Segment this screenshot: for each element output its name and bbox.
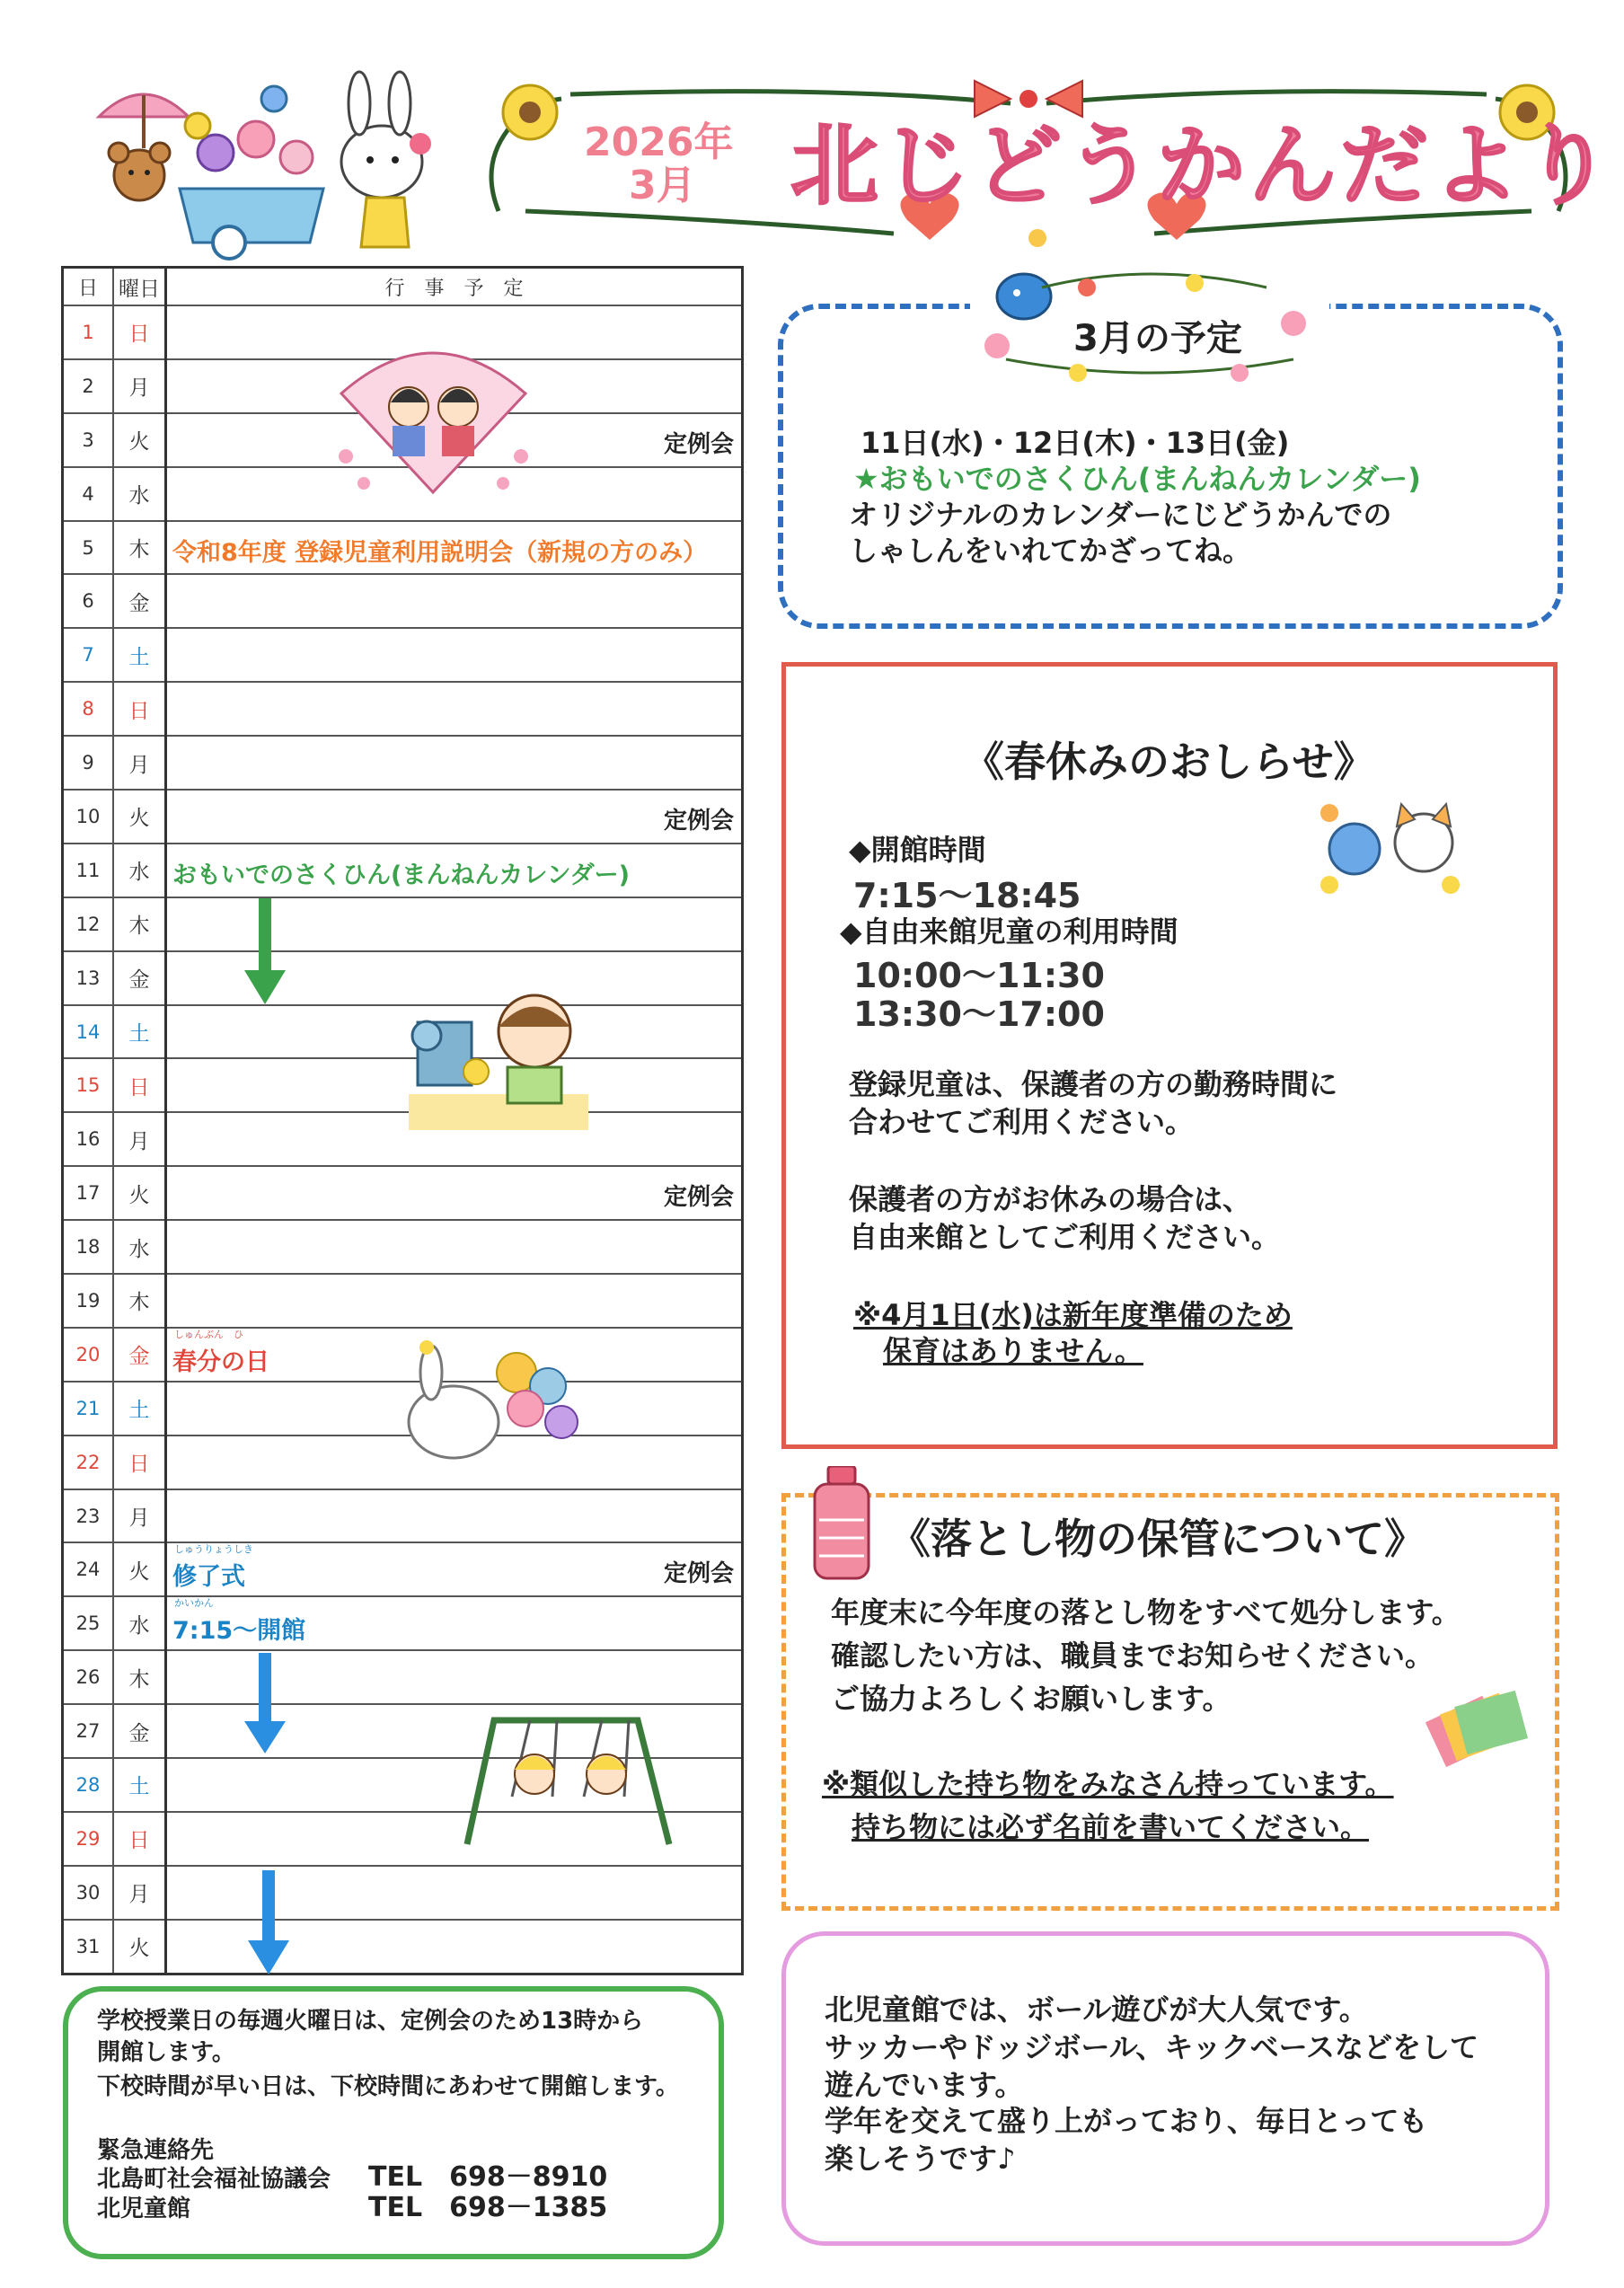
child-camera-illustration xyxy=(409,986,588,1130)
event-label: 7:15～開館 xyxy=(172,1617,306,1646)
plan-line-2: しゃしんをいれてかざってね。 xyxy=(849,534,1252,568)
bear-cat-illustration xyxy=(1311,799,1469,898)
year-label: 2026年 xyxy=(584,119,734,165)
calendar-event-cell xyxy=(166,790,743,844)
note-line-3: 遊んでいます。 xyxy=(825,2068,1024,2102)
spring-title: 《春休みのおしらせ》 xyxy=(963,738,1375,786)
closed-notice-2: 保育はありません。 xyxy=(883,1334,1143,1368)
calendar-weekday: 火 xyxy=(113,1920,166,1974)
calendar-day: 8 xyxy=(63,682,114,736)
calendar-day: 23 xyxy=(63,1489,114,1543)
free-visit-heading: ◆自由来館児童の利用時間 xyxy=(840,914,1178,949)
newsletter-year xyxy=(584,121,733,208)
calendar-day: 3 xyxy=(63,413,114,467)
calendar-row xyxy=(63,1920,743,1974)
event-ruby: かいかん xyxy=(174,1597,214,1610)
calendar-weekday: 月 xyxy=(113,1866,166,1920)
calendar-row xyxy=(63,1866,743,1920)
calendar-day: 24 xyxy=(63,1542,114,1596)
hina-doll-fan-illustration xyxy=(328,340,539,501)
header-events: 行 事 予 定 xyxy=(166,268,743,306)
bunny-flowers-illustration xyxy=(400,1337,588,1480)
calendar-row xyxy=(63,1005,743,1059)
calendar-weekday: 火 xyxy=(113,413,166,467)
calendar-weekday: 火 xyxy=(113,790,166,844)
info-line-1: 学校授業日の毎週火曜日は、定例会のため13時から xyxy=(97,2008,644,2035)
calendar-header-row xyxy=(63,268,743,306)
calendar-row xyxy=(63,521,743,575)
guardian-note-2: 自由来館としてご利用ください。 xyxy=(849,1220,1281,1254)
calendar-day: 28 xyxy=(63,1758,114,1812)
event-label: おもいでのさくひん(まんねんカレンダー) xyxy=(172,861,630,889)
calendar-day: 30 xyxy=(63,1866,114,1920)
calendar-day: 17 xyxy=(63,1166,114,1220)
calendar-event-cell xyxy=(166,1166,743,1220)
calendar-weekday: 水 xyxy=(113,1596,166,1650)
calendar-day: 22 xyxy=(63,1436,114,1489)
calendar-weekday: 月 xyxy=(113,1112,166,1166)
calendar-row xyxy=(63,682,743,736)
blue-arrow-icon-2 xyxy=(248,1870,289,1980)
calendar-day: 31 xyxy=(63,1920,114,1974)
calendar-day: 25 xyxy=(63,1596,114,1650)
calendar-weekday: 水 xyxy=(113,467,166,521)
notebooks-icon xyxy=(1415,1680,1536,1773)
calendar-weekday: 木 xyxy=(113,1650,166,1704)
calendar-row xyxy=(63,844,743,897)
calendar-day: 6 xyxy=(63,574,114,628)
contact-org-1: 北島町社会福祉協議会 xyxy=(97,2166,331,2193)
calendar-weekday: 火 xyxy=(113,1166,166,1220)
contact-org-2: 北児童館 xyxy=(97,2195,191,2222)
registered-note-2: 合わせてご利用ください。 xyxy=(849,1105,1195,1139)
calendar-row xyxy=(63,1489,743,1543)
lost-note-1: ※類似した持ち物をみなさん持っています。 xyxy=(822,1767,1394,1801)
calendar-weekday: 土 xyxy=(113,1758,166,1812)
lost-line-1: 年度末に今年度の落とし物をすべて処分します。 xyxy=(831,1595,1461,1630)
calendar-weekday: 月 xyxy=(113,736,166,790)
free-visit-morning: 10:00～11:30 xyxy=(853,956,1105,995)
calendar-day: 27 xyxy=(63,1704,114,1758)
calendar-event-cell xyxy=(166,844,743,897)
calendar-weekday: 土 xyxy=(113,628,166,682)
calendar-day: 10 xyxy=(63,790,114,844)
calendar-weekday: 木 xyxy=(113,1274,166,1328)
calendar-weekday: 金 xyxy=(113,951,166,1005)
info-line-2: 開館します。 xyxy=(97,2039,235,2066)
lost-title: 《落とし物の保管について》 xyxy=(889,1515,1426,1563)
note-line-2: サッカーやドッジボール、キックベースなどをして xyxy=(825,2030,1479,2064)
plan-event: ★おもいでのさくひん(まんねんカレンダー) xyxy=(853,462,1421,496)
header-day: 日 xyxy=(63,268,114,306)
calendar-row xyxy=(63,1058,743,1112)
swing-illustration xyxy=(458,1711,678,1846)
calendar-day: 14 xyxy=(63,1005,114,1059)
regular-meeting-label: 定例会 xyxy=(663,430,734,458)
calendar-day: 21 xyxy=(63,1382,114,1436)
calendar-row xyxy=(63,1166,743,1220)
calendar-day: 19 xyxy=(63,1274,114,1328)
calendar-weekday: 土 xyxy=(113,1005,166,1059)
calendar-weekday: 日 xyxy=(113,1812,166,1866)
calendar-row xyxy=(63,1112,743,1166)
newsletter-title: 北じどうかんだより xyxy=(790,115,1616,217)
event-ruby: しゅうりょうしき xyxy=(174,1543,253,1556)
calendar-event-cell xyxy=(166,521,743,575)
calendar-day: 4 xyxy=(63,467,114,521)
calendar-weekday: 月 xyxy=(113,1489,166,1543)
calendar-weekday: 日 xyxy=(113,1436,166,1489)
info-line-3: 下校時間が早い日は、下校時間にあわせて開館します。 xyxy=(97,2073,679,2100)
calendar-weekday: 木 xyxy=(113,521,166,575)
calendar-weekday: 日 xyxy=(113,1058,166,1112)
regular-meeting-label: 定例会 xyxy=(663,1560,734,1588)
calendar-weekday: 日 xyxy=(113,682,166,736)
month-label: 3月 xyxy=(629,163,696,208)
emergency-contact-label: 緊急連絡先 xyxy=(97,2137,215,2164)
calendar-day: 12 xyxy=(63,897,114,951)
calendar-day: 2 xyxy=(63,359,114,413)
contact-tel-2: TEL 698－1385 xyxy=(368,2192,608,2223)
water-bottle-icon xyxy=(810,1466,873,1586)
calendar-weekday: 土 xyxy=(113,1382,166,1436)
plan-title: 3月の予定 xyxy=(1073,318,1242,359)
plan-line-1: オリジナルのカレンダーにじどうかんでの xyxy=(849,498,1392,532)
calendar-event-cell xyxy=(166,1596,743,1650)
calendar-day: 16 xyxy=(63,1112,114,1166)
calendar-weekday: 水 xyxy=(113,1220,166,1274)
calendar-row xyxy=(63,628,743,682)
calendar-event-cell xyxy=(166,1274,743,1328)
calendar-weekday: 水 xyxy=(113,844,166,897)
regular-meeting-label: 定例会 xyxy=(663,1184,734,1212)
calendar-event-cell xyxy=(166,1489,743,1543)
calendar-weekday: 月 xyxy=(113,359,166,413)
calendar-event-cell xyxy=(166,628,743,682)
plan-dates: 11日(水)・12日(木)・13日(金) xyxy=(861,426,1290,460)
note-line-4: 学年を交えて盛り上がっており、毎日とっても xyxy=(825,2104,1428,2138)
calendar-event-cell xyxy=(166,574,743,628)
calendar-event-cell xyxy=(166,736,743,790)
event-ruby: しゅんぶん ひ xyxy=(174,1328,243,1340)
note-line-1: 北児童館では、ボール遊びが大人気です。 xyxy=(825,1992,1368,2027)
event-label: 春分の日 xyxy=(172,1347,269,1376)
lost-line-3: ご協力よろしくお願いします。 xyxy=(831,1682,1231,1716)
blue-arrow-icon xyxy=(244,1653,286,1760)
calendar-weekday: 日 xyxy=(113,305,166,359)
calendar-day: 9 xyxy=(63,736,114,790)
regular-meeting-label: 定例会 xyxy=(663,808,734,835)
calendar-row xyxy=(63,951,743,1005)
calendar-weekday: 金 xyxy=(113,574,166,628)
closed-notice-1: ※4月1日(水)は新年度準備のため xyxy=(853,1298,1293,1332)
calendar-row xyxy=(63,736,743,790)
calendar-day: 15 xyxy=(63,1058,114,1112)
calendar-day: 13 xyxy=(63,951,114,1005)
guardian-note-1: 保護者の方がお休みの場合は、 xyxy=(849,1182,1252,1216)
registered-note-1: 登録児童は、保護者の方の勤務時間に xyxy=(849,1067,1338,1101)
calendar-row xyxy=(63,1650,743,1704)
opening-hours: 7:15～18:45 xyxy=(853,876,1081,915)
calendar-row xyxy=(63,790,743,844)
calendar-event-cell xyxy=(166,682,743,736)
calendar-day: 5 xyxy=(63,521,114,575)
calendar-event-cell xyxy=(166,1220,743,1274)
calendar-day: 26 xyxy=(63,1650,114,1704)
calendar-day: 18 xyxy=(63,1220,114,1274)
free-visit-afternoon: 13:30～17:00 xyxy=(853,994,1105,1034)
note-line-5: 楽しそうです♪ xyxy=(825,2142,1016,2176)
calendar-day: 20 xyxy=(63,1328,114,1382)
calendar-row xyxy=(63,1220,743,1274)
lost-note-2: 持ち物には必ず名前を書いてください。 xyxy=(852,1810,1370,1844)
opening-hours-heading: ◆開館時間 xyxy=(849,833,986,867)
calendar-day: 1 xyxy=(63,305,114,359)
calendar-row xyxy=(63,897,743,951)
header-weekday: 曜日 xyxy=(113,268,166,306)
green-arrow-icon xyxy=(244,898,286,1010)
calendar-event-cell xyxy=(166,1542,743,1596)
calendar-weekday: 火 xyxy=(113,1542,166,1596)
calendar-weekday: 金 xyxy=(113,1328,166,1382)
contact-tel-1: TEL 698－8910 xyxy=(368,2161,608,2193)
header-illustration xyxy=(81,63,458,261)
event-label: 令和8年度 登録児童利用説明会（新規の方のみ） xyxy=(172,538,708,567)
calendar-row xyxy=(63,1542,743,1596)
calendar-row xyxy=(63,1596,743,1650)
lost-line-2: 確認したい方は、職員までお知らせください。 xyxy=(831,1639,1434,1673)
calendar-weekday: 木 xyxy=(113,897,166,951)
calendar-day: 29 xyxy=(63,1812,114,1866)
event-label: 修了式 xyxy=(172,1563,245,1592)
calendar-day: 7 xyxy=(63,628,114,682)
calendar-row xyxy=(63,574,743,628)
calendar-weekday: 金 xyxy=(113,1704,166,1758)
calendar-row xyxy=(63,1274,743,1328)
calendar-day: 11 xyxy=(63,844,114,897)
